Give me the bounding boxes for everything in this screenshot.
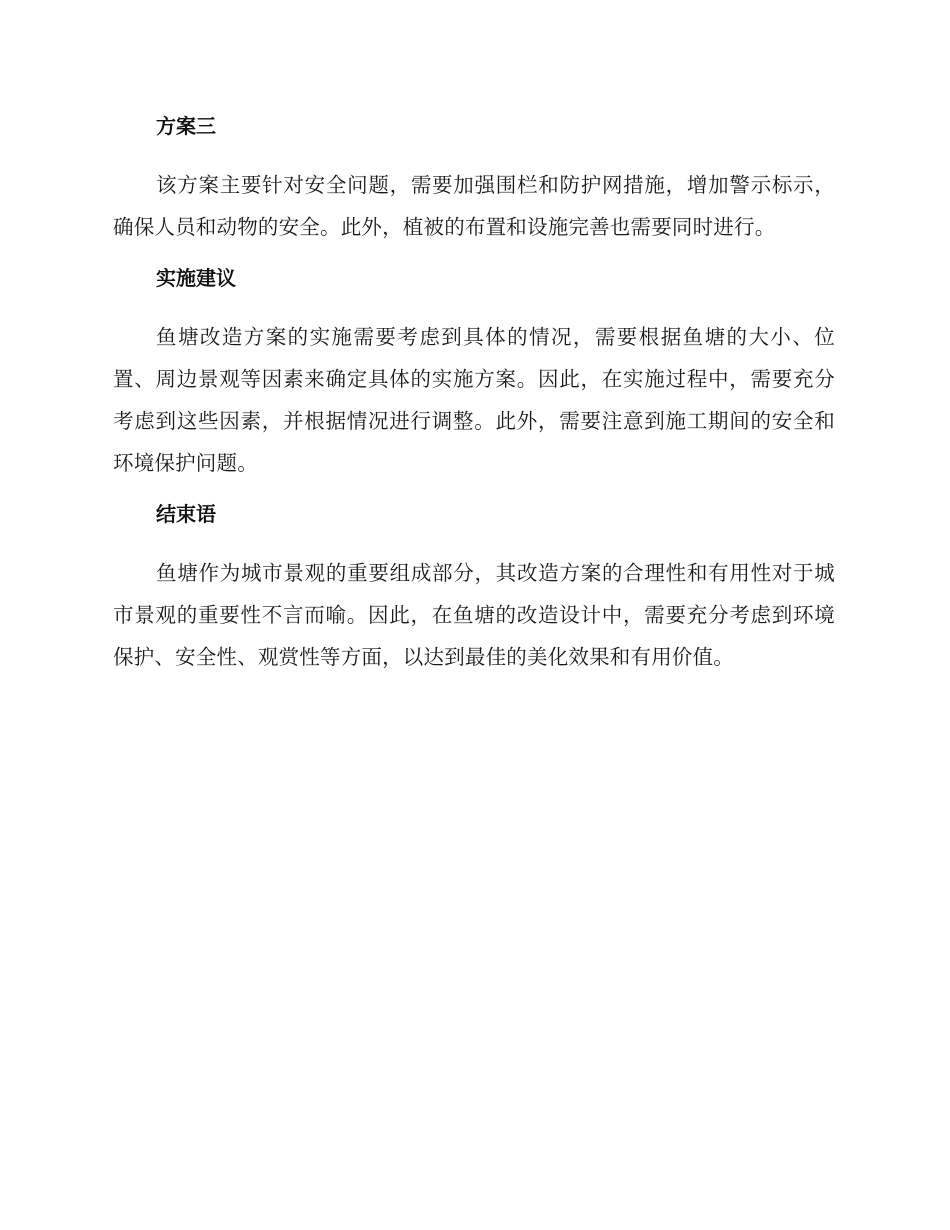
section-paragraph: 鱼塘改造方案的实施需要考虑到具体的情况，需要根据鱼塘的大小、位置、周边景观等因素来确定具体的实施方案。因此，在实施过程中，需要充分考虑到这些因素，并根据情况进行调整。此外，需要注意到施工期间的安全和环境保护问题。: [113, 325, 835, 475]
document-body: [113, 110, 835, 692]
section-conclusion: [113, 498, 835, 678]
section-plan-three: [113, 110, 835, 248]
section-paragraph: 该方案主要针对安全问题，需要加强围栏和防护网措施，增加警示标示，确保人员和动物的安全。此外，植被的布置和设施完善也需要同时进行。: [113, 173, 835, 239]
section-heading: 结束语: [156, 502, 216, 526]
section-heading: 方案三: [156, 114, 216, 138]
section-heading: 实施建议: [156, 266, 236, 290]
section-implementation-advice: [113, 262, 835, 484]
section-paragraph: 鱼塘作为城市景观的重要组成部分，其改造方案的合理性和有用性对于城市景观的重要性不言而喻。因此，在鱼塘的改造设计中，需要充分考虑到环境保护、安全性、观赏性等方面，以达到最佳的美化效果和有用价值。: [113, 561, 835, 669]
